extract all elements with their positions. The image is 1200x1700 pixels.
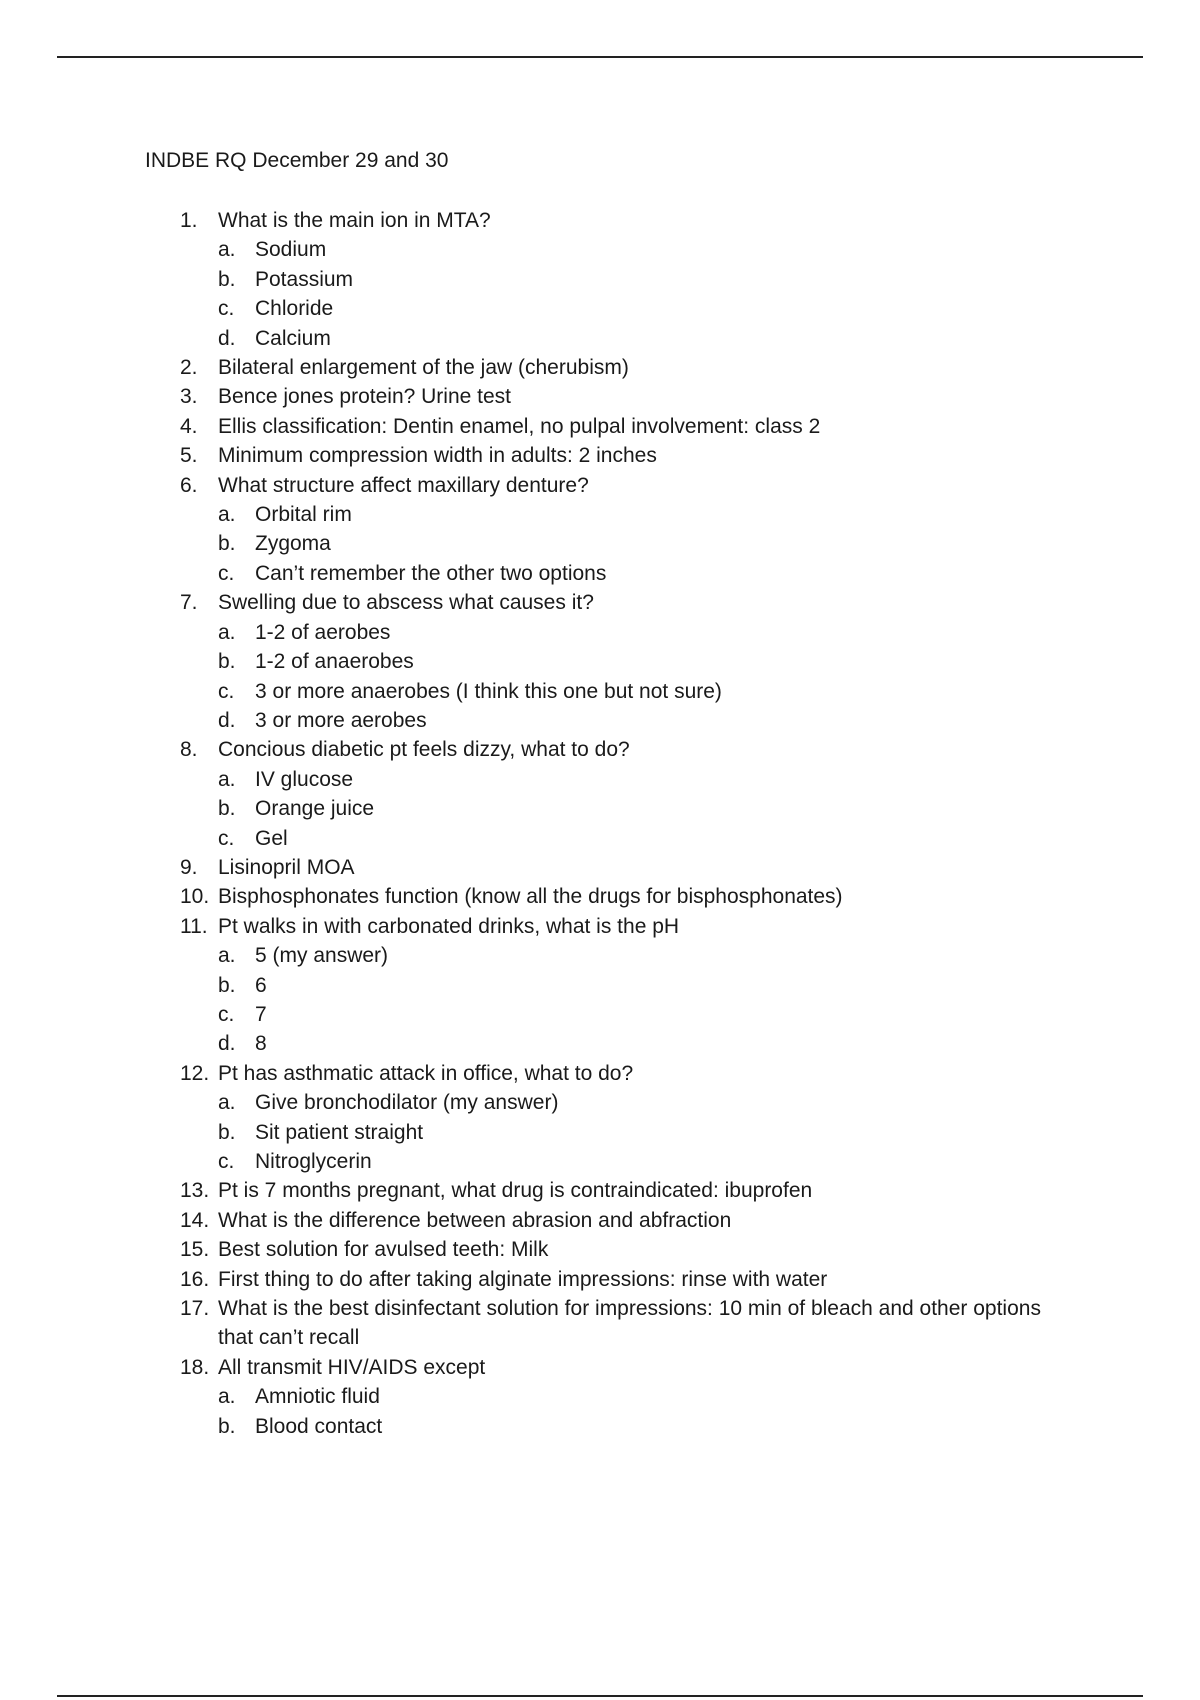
option-item [218,235,1050,264]
question-item [0,1176,1200,1205]
question-number: 10. [180,885,210,909]
option-text: Amniotic fluid [255,1385,380,1409]
option-letter: b. [218,1414,236,1438]
option-letter: d. [218,708,236,732]
option-letter: a. [218,944,236,968]
question-item [0,588,1200,735]
question-item [0,382,1200,411]
option-text: Nitroglycerin [255,1150,372,1173]
option-text: Potassium [255,267,354,291]
question-text: Best solution for avulsed teeth: Milk [218,1238,549,1262]
option-item [218,324,1050,353]
question-text: All transmit HIV/AIDS except [218,1355,486,1379]
option-text: Blood contact [255,1414,383,1438]
option-letter: c. [218,826,235,850]
option-item [218,265,1050,294]
question-text: Ellis classification: Dentin enamel, no pulpal involvement: class 2 [218,414,821,438]
option-letter: c. [218,1150,235,1173]
question-text: What is the difference between abrasion and abfraction [218,1208,732,1232]
question-number: 18. [180,1355,210,1379]
option-item [218,1118,1050,1147]
option-text: Give bronchodilator (my answer) [255,1091,559,1115]
question-item [0,853,1200,882]
question-number: 12. [180,1061,210,1085]
question-item [0,1294,1200,1353]
question-text: Pt walks in with carbonated drinks, what is the pH [218,914,680,938]
option-text: 5 (my answer) [255,944,389,968]
question-number: 17. [180,1297,210,1321]
option-text: Can’t remember the other two options [255,561,607,585]
option-item [218,824,1050,853]
option-letter: b. [218,797,236,821]
option-letter: d. [218,1032,236,1056]
option-text: Zygoma [255,532,331,556]
option-item [218,706,1050,735]
option-list [218,1088,1050,1176]
question-item [0,1059,1200,1177]
option-letter: b. [218,650,236,674]
question-item [0,882,1200,911]
question-text: What structure affect maxillary denture? [218,473,589,497]
question-item [0,353,1200,382]
question-item [0,1206,1200,1235]
option-letter: c. [218,297,235,321]
option-letter: b. [218,532,236,556]
question-item [0,1353,1200,1441]
question-number: 8. [180,738,198,762]
option-item [218,294,1050,323]
question-item [0,912,1200,1059]
option-letter: c. [218,679,235,703]
footer-rule [57,1695,1143,1697]
option-letter: b. [218,1120,236,1144]
option-text: Sit patient straight [255,1120,424,1144]
question-text: Bilateral enlargement of the jaw (cherubism) [218,356,629,380]
header-rule [57,56,1143,58]
question-list [0,206,1200,1441]
question-item [0,441,1200,470]
option-item [218,1029,1050,1058]
option-item [218,677,1050,706]
question-number: 7. [180,591,198,615]
option-text: Sodium [255,238,327,262]
option-item [218,500,1050,529]
question-text: Pt is 7 months pregnant, what drug is contraindicated: ibuprofen [218,1179,813,1203]
question-text: What is the main ion in MTA? [218,209,491,232]
question-item [0,412,1200,441]
question-text: Swelling due to abscess what causes it? [218,591,594,615]
option-letter: a. [218,1091,236,1115]
option-letter: a. [218,620,236,644]
question-text: Pt has asthmatic attack in office, what to do? [218,1061,634,1085]
page-title: INDBE RQ December 29 and 30 [145,149,449,172]
option-letter: a. [218,1385,236,1409]
option-item [218,941,1050,970]
option-item [218,529,1050,558]
option-item [218,1147,1050,1176]
question-item [0,206,1200,353]
option-letter: c. [218,1002,235,1026]
option-item [218,765,1050,794]
option-item [218,794,1050,823]
option-text: IV glucose [255,767,354,791]
question-number: 1. [180,209,198,232]
question-text: What is the best disinfectant solution for impressions: 10 min of bleach and other options that can’t recall [218,1297,1041,1350]
option-text: 1-2 of anaerobes [255,650,414,674]
option-letter: c. [218,561,235,585]
option-item [218,1088,1050,1117]
question-number: 5. [180,444,198,468]
option-list [218,1382,1050,1441]
option-letter: b. [218,973,236,997]
question-number: 6. [180,473,198,497]
option-list [218,500,1050,588]
option-text: Orange juice [255,797,375,821]
option-letter: d. [218,326,236,350]
option-text: 7 [255,1002,267,1026]
question-text: Lisinopril MOA [218,855,355,879]
option-text: 1-2 of aerobes [255,620,391,644]
option-text: 3 or more aerobes [255,708,427,732]
option-text: Orbital rim [255,503,352,527]
question-text: Bisphosphonates function (know all the drugs for bisphosphonates) [218,885,843,909]
option-item [218,1382,1050,1411]
question-number: 16. [180,1267,210,1291]
option-item [218,1000,1050,1029]
question-item [0,471,1200,589]
option-item [218,971,1050,1000]
question-item [0,1265,1200,1294]
option-letter: a. [218,238,236,262]
option-letter: a. [218,767,236,791]
option-item [218,618,1050,647]
question-item [0,1235,1200,1264]
option-list [218,765,1050,853]
question-text: Concious diabetic pt feels dizzy, what to do? [218,738,630,762]
option-item [218,647,1050,676]
question-number: 15. [180,1238,210,1262]
option-text: Chloride [255,297,334,321]
question-number: 14. [180,1208,210,1232]
option-text: Gel [255,826,288,850]
option-text: 6 [255,973,267,997]
question-number: 4. [180,414,198,438]
question-text: Minimum compression width in adults: 2 inches [218,444,657,468]
question-number: 3. [180,385,198,409]
option-item [218,559,1050,588]
option-list [218,235,1050,353]
question-number: 11. [180,914,208,938]
question-number: 9. [180,855,198,879]
option-letter: a. [218,503,236,527]
option-text: 8 [255,1032,267,1056]
question-number: 2. [180,356,198,380]
option-item [218,1412,1050,1441]
option-text: 3 or more anaerobes (I think this one but not sure) [255,679,722,703]
question-text: Bence jones protein? Urine test [218,385,512,409]
question-text: First thing to do after taking alginate impressions: rinse with water [218,1267,828,1291]
option-letter: b. [218,267,236,291]
question-item [0,735,1200,853]
option-text: Calcium [255,326,331,350]
question-number: 13. [180,1179,210,1203]
option-list [218,618,1050,736]
option-list [218,941,1050,1059]
